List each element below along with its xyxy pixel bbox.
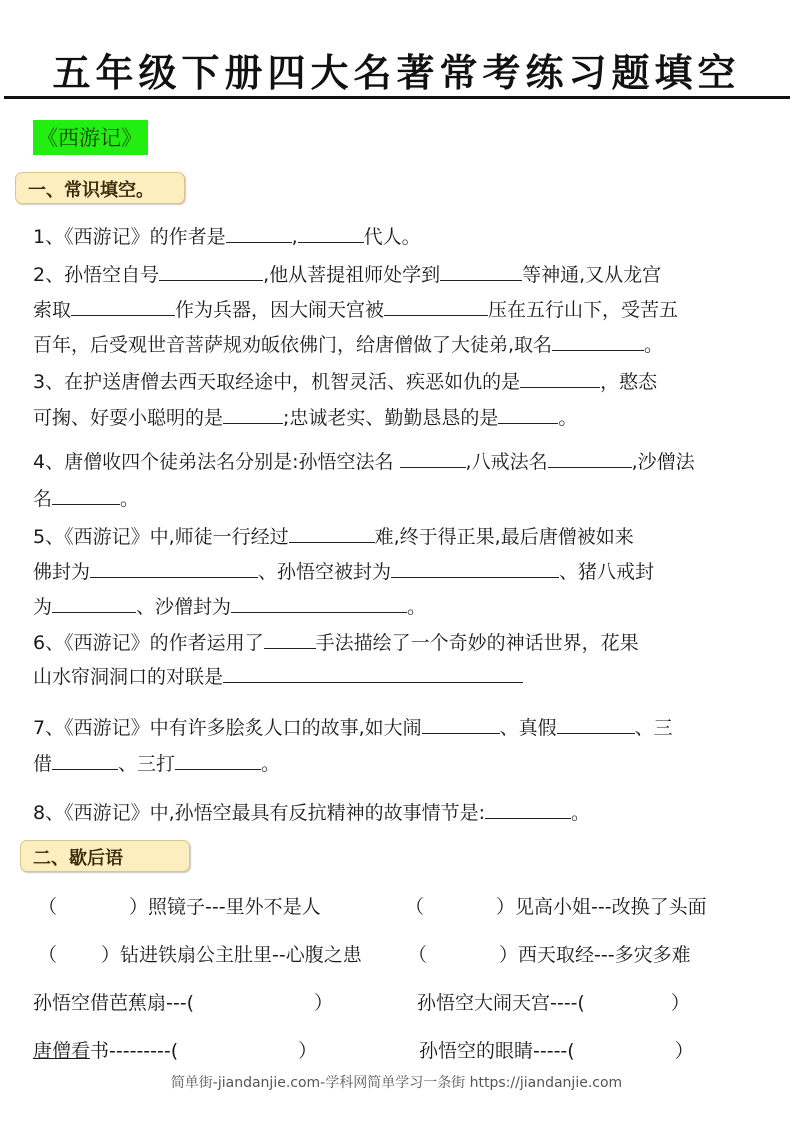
blank-field[interactable] — [485, 800, 571, 819]
blank-field[interactable] — [71, 297, 175, 316]
question-text: 作为兵器，因大闹天宫被 — [175, 299, 385, 321]
xiehouyu-item — [38, 892, 321, 919]
question-text: ,沙僧法 — [631, 451, 695, 473]
blank-field[interactable] — [520, 369, 600, 388]
page-title: 五年级下册四大名著常考练习题填空 — [52, 50, 741, 95]
xiehouyu-item — [33, 988, 333, 1015]
question-4-line-2 — [33, 484, 139, 511]
question-text: 4、唐僧收四个徒弟法名分别是:孙悟空法名 — [33, 451, 400, 473]
question-text: ，憨态 — [600, 371, 658, 393]
xiehouyu-text-underlined: 唐僧看 — [33, 1040, 91, 1062]
blank-field[interactable] — [223, 664, 523, 683]
question-text: 5、《西游记》中,师徒一行经过 — [33, 526, 289, 548]
question-text: 2、孙悟空自号 — [33, 264, 160, 286]
blank-field[interactable] — [231, 594, 407, 613]
blank-field[interactable] — [223, 405, 283, 424]
xiehouyu-item — [417, 988, 690, 1015]
xiehouyu-text: ）照镜子---里外不是人 — [129, 896, 321, 918]
title-divider — [4, 96, 790, 99]
question-text: 难,终于得正果,最后唐僧被如来 — [374, 526, 634, 548]
question-text: ;忠诚老实、勤勤恳恳的是 — [283, 407, 499, 429]
xiehouyu-item — [33, 1036, 317, 1063]
paren-open: （ — [405, 896, 425, 918]
question-text: 7、《西游记》中有许多脍炙人口的故事,如大闹 — [33, 717, 422, 739]
question-text: 代人。 — [363, 226, 421, 248]
question-text: 山水帘洞洞口的对联是 — [33, 666, 224, 688]
xiehouyu-item — [408, 940, 691, 967]
question-text: 佛封为 — [33, 561, 91, 583]
blank-field[interactable] — [400, 449, 466, 468]
blank-field[interactable] — [52, 594, 136, 613]
section-label-xiehouyu: 二、歇后语 — [20, 840, 190, 872]
xiehouyu-text: 孙悟空借芭蕉扇---( — [33, 992, 194, 1014]
question-6-line-2 — [33, 662, 523, 689]
paren-close: ） — [674, 1040, 694, 1062]
paren-close: ） — [670, 992, 690, 1014]
xiehouyu-text: ）见高小姐---改换了头面 — [496, 896, 707, 918]
paren-close: ） — [313, 992, 333, 1014]
blank-field[interactable] — [422, 715, 500, 734]
xiehouyu-item — [405, 892, 707, 919]
question-text: 、沙僧封为 — [136, 596, 232, 618]
question-text: 3、在护送唐僧去西天取经途中，机智灵活、疾恶如仇的是 — [33, 371, 521, 393]
question-text: 。 — [407, 596, 427, 618]
question-text: 等神通,又从龙宫 — [522, 264, 662, 286]
paren-open: （ — [38, 896, 58, 918]
question-2-line-2 — [33, 295, 678, 322]
section-label-common-knowledge: 一、常识填空。 — [15, 172, 185, 204]
blank-field[interactable] — [298, 224, 364, 243]
blank-field[interactable] — [52, 486, 120, 505]
xiehouyu-text: 书---------( — [90, 1040, 179, 1062]
question-6-line-1 — [33, 628, 639, 655]
question-text: 压在五行山下，受苦五 — [488, 299, 679, 321]
blank-field[interactable] — [391, 559, 559, 578]
question-text: 1、《西游记》的作者是 — [33, 226, 226, 248]
question-text: 。 — [571, 802, 591, 824]
question-text: ,他从菩提祖师处学到 — [263, 264, 441, 286]
question-text: 可掬、好耍小聪明的是 — [33, 407, 224, 429]
question-text: 。 — [558, 407, 578, 429]
question-text: 、猪八戒封 — [559, 561, 655, 583]
blank-field[interactable] — [557, 715, 635, 734]
question-7-line-2 — [33, 749, 280, 776]
blank-field[interactable] — [289, 524, 375, 543]
footer-watermark: 简单街-jiandanjie.com-学科网简单学习一条街 https://jiandanjie.com — [170, 1075, 623, 1091]
blank-field[interactable] — [440, 262, 522, 281]
blank-field[interactable] — [52, 751, 118, 770]
blank-field[interactable] — [175, 751, 261, 770]
question-2-line-3 — [33, 330, 663, 357]
xiehouyu-text: 孙悟空大闹天宫----( — [417, 992, 585, 1014]
question-text: 、三打 — [118, 753, 176, 775]
blank-field[interactable] — [90, 559, 258, 578]
xiehouyu-item — [38, 940, 362, 967]
question-text: 。 — [644, 334, 664, 356]
question-text: ,八戒法名 — [465, 451, 548, 473]
question-text: 。 — [261, 753, 281, 775]
question-text: 手法描绘了一个奇妙的神话世界，花果 — [315, 632, 639, 654]
question-text: , — [291, 226, 298, 248]
question-text: 。 — [120, 488, 140, 510]
xiehouyu-text: 孙悟空的眼睛-----( — [419, 1040, 575, 1062]
question-text: 、真假 — [499, 717, 557, 739]
question-5-line-2 — [33, 557, 654, 584]
question-text: 为 — [33, 596, 53, 618]
paren-close: ） — [298, 1040, 318, 1062]
question-5-line-1 — [33, 522, 634, 549]
question-7-line-1 — [33, 713, 673, 740]
question-text: 百年，后受观世音菩萨规劝皈依佛门，给唐僧做了大徒弟,取名 — [33, 334, 553, 356]
question-4-line-1 — [33, 447, 695, 474]
question-3-line-2 — [33, 403, 577, 430]
blank-field[interactable] — [548, 449, 632, 468]
xiehouyu-item — [419, 1036, 694, 1063]
question-3-line-1 — [33, 367, 657, 394]
blank-field[interactable] — [384, 297, 488, 316]
paren-open: （ — [408, 944, 428, 966]
question-2-line-1 — [33, 260, 661, 287]
question-text: 6、《西游记》的作者运用了 — [33, 632, 264, 654]
book-label-xiyouji: 《西游记》 — [33, 120, 148, 155]
question-1 — [33, 222, 421, 249]
blank-field[interactable] — [498, 405, 558, 424]
blank-field[interactable] — [159, 262, 263, 281]
question-text: 、孙悟空被封为 — [258, 561, 392, 583]
question-text: 索取 — [33, 299, 72, 321]
question-8 — [33, 798, 590, 825]
blank-field[interactable] — [552, 332, 644, 351]
xiehouyu-text: ）钻进铁扇公主肚里--心腹之患 — [101, 944, 362, 966]
question-text: 8、《西游记》中,孙悟空最具有反抗精神的故事情节是: — [33, 802, 486, 824]
blank-field[interactable] — [264, 630, 316, 649]
blank-field[interactable] — [226, 224, 292, 243]
paren-open: （ — [38, 944, 58, 966]
question-text: 、三 — [634, 717, 673, 739]
question-5-line-3 — [33, 592, 426, 619]
question-text: 借 — [33, 753, 53, 775]
question-text: 名 — [33, 488, 53, 510]
xiehouyu-text: ）西天取经---多灾多难 — [499, 944, 691, 966]
